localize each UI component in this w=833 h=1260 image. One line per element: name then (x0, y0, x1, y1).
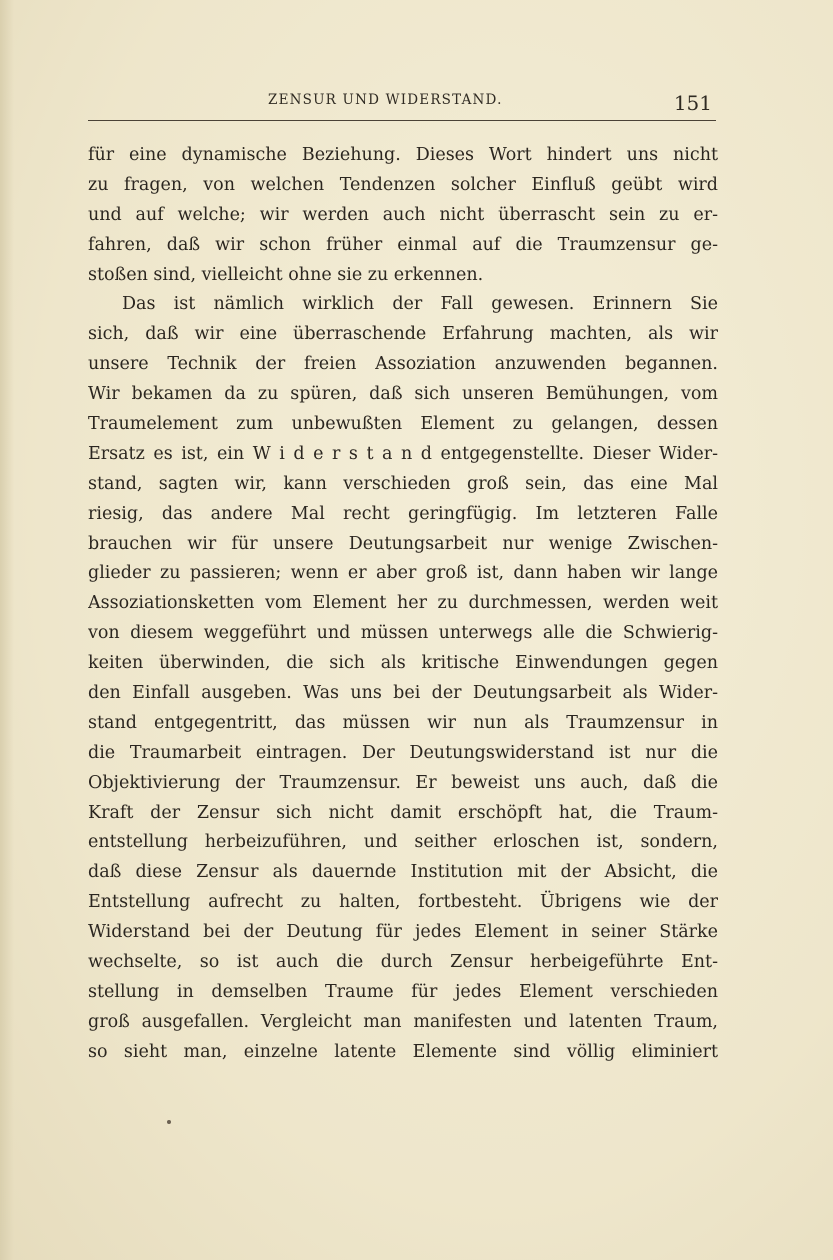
text-line: Ersatz es ist, ein W i d e r s t a n d entgegenstellte. Dieser Wider- (88, 443, 718, 464)
text-line: keiten überwinden, die sich als kritische Einwendungen gegen (88, 653, 718, 674)
page-gutter-shadow (0, 0, 14, 1260)
text-line: Assoziationsketten vom Element her zu durchmessen, werden weit (88, 593, 718, 614)
text-line: entstellung herbeizuführen, und seither erloschen ist, sondern, (88, 832, 718, 853)
text-line: Entstellung aufrecht zu halten, fortbesteht. Übrigens wie der (88, 892, 718, 913)
text-line: daß diese Zensur als dauernde Institution mit der Absicht, die (88, 862, 718, 883)
text-line: stand, sagten wir, kann verschieden groß sein, das eine Mal (88, 473, 718, 494)
text-line: riesig, das andere Mal recht geringfügig. Im letzteren Falle (88, 503, 718, 524)
text-line: sich, daß wir eine überraschende Erfahrung machten, als wir (88, 324, 718, 345)
text-line: den Einfall ausgeben. Was uns bei der Deutungsarbeit als Wider- (88, 683, 718, 704)
text-line: brauchen wir für unsere Deutungsarbeit nur wenige Zwischen- (88, 533, 718, 554)
text-line: von diesem weggeführt und müssen unterwegs alle die Schwierig- (88, 623, 718, 644)
text-line: Kraft der Zensur sich nicht damit erschöpft hat, die Traum- (88, 802, 718, 823)
text-line: für eine dynamische Beziehung. Dieses Wort hindert uns nicht (88, 145, 718, 165)
text-line: groß ausgefallen. Vergleicht man manifesten und latenten Traum, (88, 1011, 718, 1032)
text-line: unsere Technik der freien Assoziation anzuwenden begannen. (88, 354, 718, 375)
chapter-title: ZENSUR UND WIDERSTAND. (268, 92, 503, 108)
text-line: die Traumarbeit eintragen. Der Deutungswiderstand ist nur die (88, 742, 718, 763)
text-line: und auf welche; wir werden auch nicht überrascht sein zu er- (88, 204, 718, 225)
text-line: stellung in demselben Traume für jedes Element verschieden (88, 981, 718, 1002)
text-line: stoßen sind, vielleicht ohne sie zu erkennen. (88, 264, 484, 285)
text-line: wechselte, so ist auch die durch Zensur herbeigeführte Ent- (88, 952, 718, 973)
page-number: 151 (673, 91, 712, 115)
text-line: fahren, daß wir schon früher einmal auf die Traumzensur ge- (88, 234, 718, 255)
ink-speck (167, 1120, 171, 1124)
text-line: so sieht man, einzelne latente Elemente sind völlig eliminiert (88, 1041, 718, 1062)
running-header (88, 86, 716, 121)
text-line: Objektivierung der Traumzensur. Er beweist uns auch, daß die (88, 772, 718, 793)
body-text (88, 141, 718, 1068)
text-line: zu fragen, von welchen Tendenzen solcher Einfluß geübt wird (88, 174, 718, 195)
text-line: Widerstand bei der Deutung für jedes Element in seiner Stärke (88, 922, 718, 943)
text-line: Traumelement zum unbewußten Element zu gelangen, dessen (88, 414, 718, 435)
text-line: Wir bekamen da zu spüren, daß sich unseren Bemühungen, vom (88, 384, 718, 405)
text-line: Das ist nämlich wirklich der Fall gewesen. Erinnern Sie (122, 294, 718, 315)
text-line: glieder zu passieren; wenn er aber groß ist, dann haben wir lange (88, 563, 718, 584)
text-line: stand entgegentritt, das müssen wir nun als Traumzensur in (88, 712, 718, 733)
